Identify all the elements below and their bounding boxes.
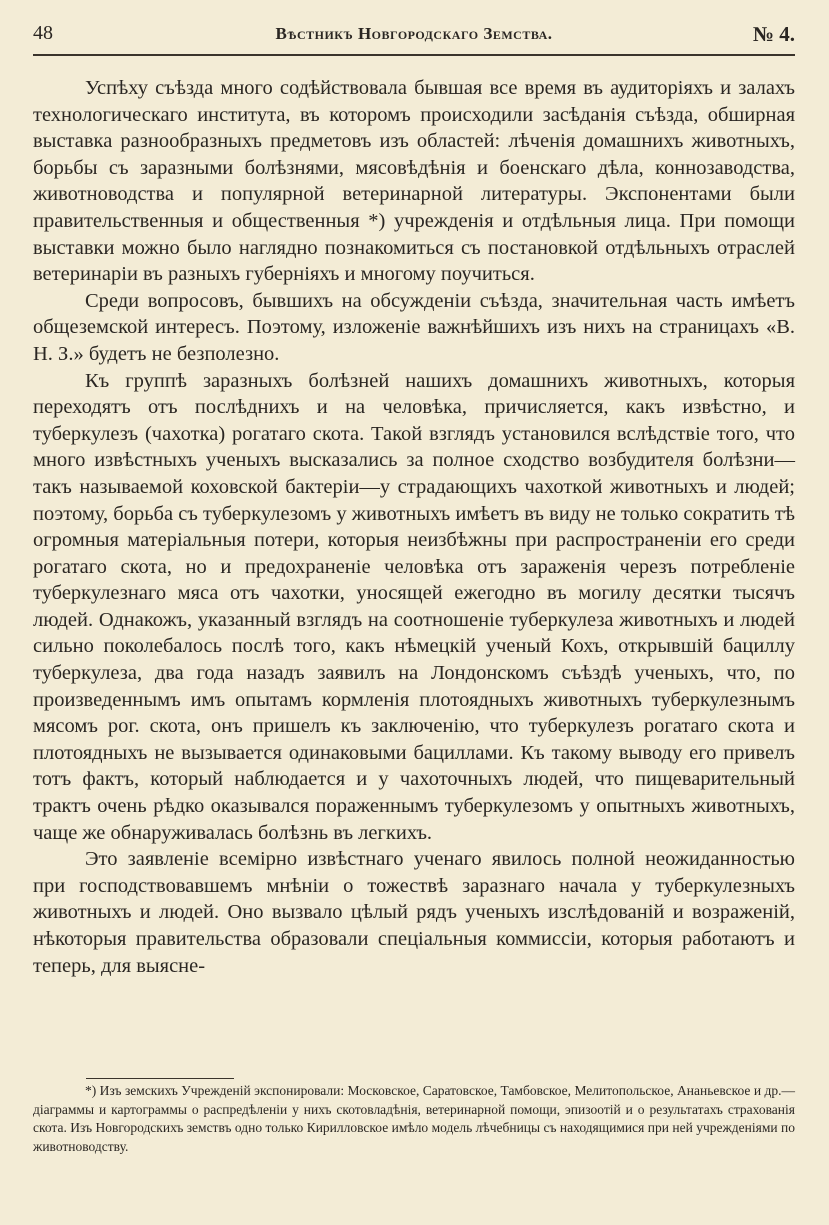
header-divider [33,54,795,56]
running-title: Вѣстникъ Новгородскаго Земства. [275,24,553,43]
paragraph: Это заявленіе всемірно извѣстнаго ученаго явилось полной неожиданностью при господствовавшемъ мнѣніи о тожествѣ заразнаго начала у туберкулезныхъ животныхъ и людей. Оно вызвало цѣлый рядъ ученыхъ изслѣдованій и возраженій, нѣкоторыя правительства образовали спеціальныя коммиссіи, которыя работаютъ и теперь, для выясне- [33,848,795,977]
footnote-divider [86,1078,234,1079]
paragraph: Успѣху съѣзда много содѣйствовала бывшая все время въ аудиторіяхъ и залахъ технологическаго института, въ которомъ происходили засѣданія съѣзда, обширная выставка разнообразныхъ предметовъ изъ областей: лѣченія домашнихъ животныхъ, борьбы съ заразными болѣзнями, мясовѣдѣнія и боенскаго дѣла, коннозаводства, животноводства и популярной ветеринарной литературы. Экспонентами были правительственныя и общественныя *) учрежденія и отдѣльныя лица. При помощи выставки можно было наглядно познакомиться съ постановкой отдѣльныхъ отраслей ветеринаріи въ разныхъ губерніяхъ и многому поучиться. [33,77,795,286]
article-body [33,75,795,979]
page-header [33,22,795,56]
footnote: *) Изъ земскихъ Учрежденій экспонировали: Московское, Саратовское, Тамбовское, Мелитопольское, Ананьевское и др.—діаграммы и картограммы о распредѣленіи у нихъ скотовладѣнія, ветеринарной помощи, эпизоотій и о результатахъ страхованія скота. Изъ Новгородскихъ земствъ одно только Кирилловское имѣло модель лѣчебницы съ находящимися при ней учрежденіями по животноводству. [33,1083,795,1154]
page-number: 48 [33,22,53,44]
paragraph: Къ группѣ заразныхъ болѣзней нашихъ домашнихъ животныхъ, которыя переходятъ отъ послѣднихъ и на человѣка, причисляется, какъ извѣстно, и туберкулезъ (чахотка) рогатаго скота. Такой взглядъ установился вслѣдствіе того, что много извѣстныхъ ученыхъ высказались за полное сходство возбудителя болѣзни—такъ называемой коховской бактеріи—у страдающихъ чахоткой животныхъ и людей; поэтому, борьба съ туберкулезомъ у животныхъ имѣетъ въ виду не только сократить тѣ огромныя матеріальныя потери, которыя неизбѣжны при распространеніи его среди рогатаго скота, но и предохраненіе человѣка отъ зараженія черезъ потребленіе туберкулезнаго мяса отъ чахотки, уносящей ежегодно въ могилу десятки тысячъ людей. Однакожъ, указанный взглядъ на соотношеніе туберкулеза животныхъ и людей сильно поколебалось послѣ того, какъ нѣмецкій ученый Кохъ, открывшій бациллу туберкулеза, два года назадъ заявилъ на Лондонскомъ съѣздѣ ученыхъ, что, по произведеннымъ имъ опытамъ кормленія плотоядныхъ животныхъ туберкулезнымъ мясомъ рог. скота, онъ пришелъ къ заключенію, что туберкулезъ рогатаго скота и плотоядныхъ не вызывается одинаковыми бациллами. Къ такому выводу его привелъ тотъ фактъ, который наблюдается и у чахоточныхъ людей, что пищеварительный трактъ очень рѣдко оказывался пораженнымъ туберкулезомъ у опытныхъ животныхъ, чаще же обнаруживалась болѣзнь въ легкихъ. [33,369,795,844]
paragraph: Среди вопросовъ, бывшихъ на обсужденіи съѣзда, значительная часть имѣетъ общеземской интересъ. Поэтому, изложеніе важнѣйшихъ изъ нихъ на страницахъ «В. Н. З.» будетъ не безполезно. [33,289,795,365]
issue-number: № 4. [752,22,795,46]
